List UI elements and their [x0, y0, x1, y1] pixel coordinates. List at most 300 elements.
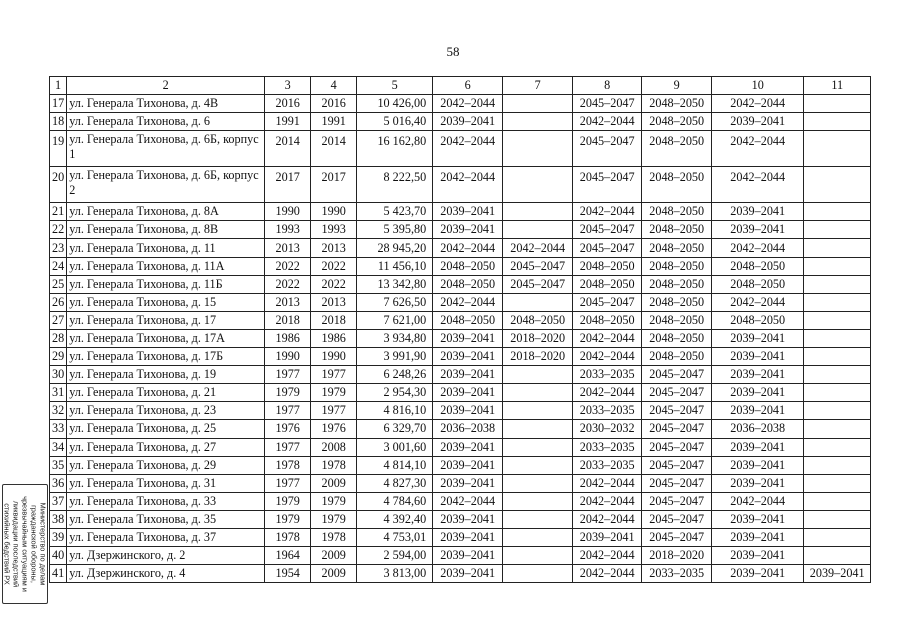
data-cell: 1978: [311, 456, 357, 474]
page-number: 58: [446, 44, 460, 59]
column-header-2: 2: [67, 77, 265, 95]
row-number-cell: 36: [50, 474, 67, 492]
table-row: [50, 131, 871, 167]
row-number-cell: 31: [50, 384, 67, 402]
column-header-10: 10: [712, 77, 804, 95]
data-cell: 2048–2050: [642, 131, 712, 167]
data-cell: 2048–2050: [573, 275, 642, 293]
data-cell: 2039–2041: [433, 528, 503, 546]
data-cell: [503, 510, 573, 528]
data-cell: 1993: [311, 221, 357, 239]
data-cell: 2018–2020: [503, 348, 573, 366]
data-cell: 2042–2044: [433, 95, 503, 113]
table-row: [50, 420, 871, 438]
data-cell: 2033–2035: [573, 456, 642, 474]
data-cell: [804, 438, 871, 456]
data-cell: 13 342,80: [357, 275, 433, 293]
data-cell: [804, 311, 871, 329]
data-cell: 2039–2041: [712, 366, 804, 384]
data-cell: 2039–2041: [433, 547, 503, 565]
address-cell: ул. Генерала Тихонова, д. 21: [67, 384, 265, 402]
data-cell: 2022: [311, 257, 357, 275]
data-cell: 2039–2041: [712, 510, 804, 528]
address-cell: ул. Генерала Тихонова, д. 19: [67, 366, 265, 384]
data-cell: 1986: [265, 329, 311, 347]
data-cell: [804, 239, 871, 257]
data-cell: 2039–2041: [712, 348, 804, 366]
table-row: [50, 510, 871, 528]
table-row: [50, 203, 871, 221]
data-cell: 2042–2044: [433, 239, 503, 257]
data-cell: 1976: [265, 420, 311, 438]
data-cell: 2048–2050: [642, 95, 712, 113]
row-number-cell: 28: [50, 329, 67, 347]
data-cell: 2042–2044: [573, 348, 642, 366]
data-cell: 2036–2038: [433, 420, 503, 438]
data-cell: 11 456,10: [357, 257, 433, 275]
data-cell: 1979: [265, 492, 311, 510]
data-cell: [804, 492, 871, 510]
data-cell: 2039–2041: [433, 113, 503, 131]
data-cell: [503, 95, 573, 113]
address-cell: ул. Генерала Тихонова, д. 31: [67, 474, 265, 492]
data-cell: [503, 528, 573, 546]
address-cell: ул. Генерала Тихонова, д. 17: [67, 311, 265, 329]
stamp-text: Министерство по делам гражданской обороны, чрезвычайным ситуациям и ликвидации последствий стихийных бедствий РХ: [2, 496, 48, 592]
header-row: [50, 77, 871, 95]
column-header-3: 3: [265, 77, 311, 95]
table-row: [50, 438, 871, 456]
data-cell: 2048–2050: [642, 113, 712, 131]
data-cell: [503, 203, 573, 221]
table-row: [50, 275, 871, 293]
data-cell: 1993: [265, 221, 311, 239]
data-cell: 2042–2044: [573, 510, 642, 528]
data-cell: 2039–2041: [712, 402, 804, 420]
data-cell: 2045–2047: [642, 438, 712, 456]
data-cell: 2016: [311, 95, 357, 113]
data-cell: [804, 456, 871, 474]
data-cell: [503, 221, 573, 239]
data-cell: 2045–2047: [573, 221, 642, 239]
data-cell: 2013: [265, 239, 311, 257]
data-cell: 2022: [265, 275, 311, 293]
data-cell: 28 945,20: [357, 239, 433, 257]
data-cell: 2042–2044: [712, 293, 804, 311]
data-cell: [804, 547, 871, 565]
data-cell: 2018: [311, 311, 357, 329]
data-cell: [503, 492, 573, 510]
data-cell: [804, 366, 871, 384]
data-cell: 1979: [311, 510, 357, 528]
data-cell: 2022: [311, 275, 357, 293]
data-cell: 2039–2041: [433, 438, 503, 456]
data-cell: 2039–2041: [712, 113, 804, 131]
data-cell: 2048–2050: [642, 239, 712, 257]
table-row: [50, 528, 871, 546]
data-cell: 2039–2041: [804, 565, 871, 583]
address-cell: ул. Генерала Тихонова, д. 27: [67, 438, 265, 456]
data-cell: [503, 565, 573, 583]
data-cell: 2045–2047: [642, 402, 712, 420]
table-row: [50, 456, 871, 474]
data-cell: 1991: [265, 113, 311, 131]
address-cell: ул. Генерала Тихонова, д. 37: [67, 528, 265, 546]
data-cell: 2039–2041: [712, 329, 804, 347]
column-header-1: 1: [50, 77, 67, 95]
data-cell: [804, 95, 871, 113]
data-cell: 2018–2020: [642, 547, 712, 565]
data-cell: 2042–2044: [503, 239, 573, 257]
data-cell: 2048–2050: [712, 257, 804, 275]
data-cell: [503, 131, 573, 167]
row-number-cell: 40: [50, 547, 67, 565]
table-row: [50, 113, 871, 131]
data-cell: 2014: [265, 131, 311, 167]
data-cell: 2016: [265, 95, 311, 113]
data-cell: 2042–2044: [573, 474, 642, 492]
data-cell: 6 329,70: [357, 420, 433, 438]
address-cell: ул. Генерала Тихонова, д. 4В: [67, 95, 265, 113]
address-cell: ул. Генерала Тихонова, д. 23: [67, 402, 265, 420]
row-number-cell: 21: [50, 203, 67, 221]
data-cell: 2042–2044: [712, 167, 804, 203]
column-header-8: 8: [573, 77, 642, 95]
data-cell: 2045–2047: [573, 239, 642, 257]
data-cell: 2042–2044: [433, 131, 503, 167]
data-cell: 2013: [311, 239, 357, 257]
table-row: [50, 311, 871, 329]
data-cell: 2048–2050: [642, 311, 712, 329]
table-row: [50, 366, 871, 384]
data-cell: [804, 528, 871, 546]
table-row: [50, 384, 871, 402]
data-cell: 2045–2047: [642, 420, 712, 438]
data-cell: 2042–2044: [712, 95, 804, 113]
data-cell: 1977: [265, 402, 311, 420]
data-cell: 2039–2041: [712, 203, 804, 221]
data-cell: 5 016,40: [357, 113, 433, 131]
data-cell: 2014: [311, 131, 357, 167]
data-cell: [503, 384, 573, 402]
row-number-cell: 17: [50, 95, 67, 113]
data-cell: 2033–2035: [573, 438, 642, 456]
data-cell: 2045–2047: [573, 131, 642, 167]
data-cell: 2048–2050: [642, 275, 712, 293]
data-cell: 2 594,00: [357, 547, 433, 565]
data-cell: 5 423,70: [357, 203, 433, 221]
row-number-cell: 22: [50, 221, 67, 239]
data-cell: 6 248,26: [357, 366, 433, 384]
data-cell: [804, 420, 871, 438]
address-cell: ул. Генерала Тихонова, д. 33: [67, 492, 265, 510]
column-header-7: 7: [503, 77, 573, 95]
data-cell: 2045–2047: [642, 474, 712, 492]
address-cell: ул. Генерала Тихонова, д. 11А: [67, 257, 265, 275]
data-cell: 2039–2041: [712, 384, 804, 402]
data-cell: 2042–2044: [573, 492, 642, 510]
table-row: [50, 492, 871, 510]
data-cell: 2042–2044: [712, 131, 804, 167]
data-cell: 2039–2041: [712, 221, 804, 239]
row-number-cell: 24: [50, 257, 67, 275]
data-cell: 2045–2047: [642, 366, 712, 384]
data-cell: 2033–2035: [642, 565, 712, 583]
data-cell: 2039–2041: [712, 528, 804, 546]
row-number-cell: 23: [50, 239, 67, 257]
row-number-cell: 27: [50, 311, 67, 329]
data-cell: [804, 167, 871, 203]
data-cell: 4 827,30: [357, 474, 433, 492]
data-cell: 2045–2047: [642, 492, 712, 510]
data-cell: [503, 293, 573, 311]
data-cell: [804, 113, 871, 131]
data-cell: 2039–2041: [433, 510, 503, 528]
data-cell: 2042–2044: [573, 384, 642, 402]
data-cell: 2008: [311, 438, 357, 456]
data-cell: 2048–2050: [712, 275, 804, 293]
data-cell: [503, 366, 573, 384]
data-cell: 2048–2050: [433, 311, 503, 329]
table-header: [50, 77, 871, 95]
data-cell: 2009: [311, 474, 357, 492]
data-cell: [503, 438, 573, 456]
data-cell: 2045–2047: [573, 293, 642, 311]
data-cell: 2039–2041: [433, 366, 503, 384]
data-cell: 2039–2041: [433, 329, 503, 347]
data-cell: 7 626,50: [357, 293, 433, 311]
data-cell: 2042–2044: [573, 565, 642, 583]
data-cell: 2039–2041: [433, 474, 503, 492]
data-cell: 2042–2044: [573, 113, 642, 131]
column-header-5: 5: [357, 77, 433, 95]
column-header-11: 11: [804, 77, 871, 95]
address-cell: ул. Генерала Тихонова, д. 8А: [67, 203, 265, 221]
data-cell: 7 621,00: [357, 311, 433, 329]
data-cell: 1991: [311, 113, 357, 131]
column-header-4: 4: [311, 77, 357, 95]
column-header-6: 6: [433, 77, 503, 95]
address-cell: ул. Генерала Тихонова, д. 6Б, корпус 2: [67, 167, 265, 203]
address-cell: ул. Генерала Тихонова, д. 11Б: [67, 275, 265, 293]
row-number-cell: 26: [50, 293, 67, 311]
data-cell: 2048–2050: [642, 293, 712, 311]
data-cell: 2045–2047: [642, 528, 712, 546]
address-cell: ул. Генерала Тихонова, д. 29: [67, 456, 265, 474]
data-cell: 1979: [311, 384, 357, 402]
data-cell: [804, 293, 871, 311]
data-cell: 1977: [265, 474, 311, 492]
data-cell: 2039–2041: [712, 547, 804, 565]
data-cell: 3 991,90: [357, 348, 433, 366]
data-cell: 2009: [311, 565, 357, 583]
data-cell: [503, 167, 573, 203]
table-row: [50, 257, 871, 275]
row-number-cell: 20: [50, 167, 67, 203]
data-cell: 2048–2050: [642, 329, 712, 347]
data-cell: 2039–2041: [433, 221, 503, 239]
data-cell: 2048–2050: [433, 275, 503, 293]
data-cell: 2036–2038: [712, 420, 804, 438]
data-cell: 2048–2050: [503, 311, 573, 329]
data-cell: 2048–2050: [642, 221, 712, 239]
data-cell: [804, 510, 871, 528]
data-cell: 2017: [311, 167, 357, 203]
data-cell: 1979: [265, 384, 311, 402]
data-cell: 2013: [311, 293, 357, 311]
data-cell: 4 753,01: [357, 528, 433, 546]
data-cell: 1977: [311, 402, 357, 420]
data-cell: [804, 221, 871, 239]
data-cell: [804, 329, 871, 347]
data-cell: 1978: [265, 528, 311, 546]
row-number-cell: 32: [50, 402, 67, 420]
data-cell: 2042–2044: [712, 492, 804, 510]
data-cell: 2042–2044: [433, 492, 503, 510]
data-cell: [804, 402, 871, 420]
address-cell: ул. Генерала Тихонова, д. 15: [67, 293, 265, 311]
data-cell: 2048–2050: [642, 167, 712, 203]
data-cell: 3 813,00: [357, 565, 433, 583]
data-cell: 2048–2050: [573, 257, 642, 275]
data-cell: 2039–2041: [433, 384, 503, 402]
address-cell: ул. Генерала Тихонова, д. 17Б: [67, 348, 265, 366]
row-number-cell: 41: [50, 565, 67, 583]
row-number-cell: 29: [50, 348, 67, 366]
address-cell: ул. Генерала Тихонова, д. 17А: [67, 329, 265, 347]
table-body: [50, 95, 871, 583]
data-cell: 2042–2044: [573, 329, 642, 347]
data-cell: 2045–2047: [642, 510, 712, 528]
data-cell: 4 816,10: [357, 402, 433, 420]
data-cell: 1964: [265, 547, 311, 565]
row-number-cell: 18: [50, 113, 67, 131]
data-cell: 2045–2047: [573, 167, 642, 203]
data-cell: [503, 456, 573, 474]
data-cell: 1954: [265, 565, 311, 583]
table-row: [50, 547, 871, 565]
data-cell: 4 784,60: [357, 492, 433, 510]
data-cell: 2042–2044: [712, 239, 804, 257]
data-cell: 2039–2041: [712, 474, 804, 492]
table-row: [50, 348, 871, 366]
data-cell: 4 392,40: [357, 510, 433, 528]
data-cell: 2048–2050: [712, 311, 804, 329]
data-cell: 2039–2041: [433, 402, 503, 420]
row-number-cell: 34: [50, 438, 67, 456]
row-number-cell: 30: [50, 366, 67, 384]
data-cell: 2013: [265, 293, 311, 311]
data-cell: [503, 547, 573, 565]
data-cell: [503, 402, 573, 420]
data-cell: 2039–2041: [712, 456, 804, 474]
row-number-cell: 35: [50, 456, 67, 474]
data-cell: 1990: [265, 348, 311, 366]
address-cell: ул. Генерала Тихонова, д. 11: [67, 239, 265, 257]
row-number-cell: 19: [50, 131, 67, 167]
data-cell: [804, 131, 871, 167]
data-cell: [503, 113, 573, 131]
table-row: [50, 95, 871, 113]
table-row: [50, 167, 871, 203]
data-cell: 2048–2050: [573, 311, 642, 329]
table-row: [50, 329, 871, 347]
data-cell: 2039–2041: [433, 456, 503, 474]
data-cell: 2033–2035: [573, 402, 642, 420]
data-cell: 1990: [311, 203, 357, 221]
data-cell: [503, 420, 573, 438]
data-cell: 2033–2035: [573, 366, 642, 384]
data-cell: 2048–2050: [642, 203, 712, 221]
data-cell: 5 395,80: [357, 221, 433, 239]
data-cell: 1977: [265, 438, 311, 456]
data-cell: 1979: [265, 510, 311, 528]
data-cell: 2039–2041: [712, 438, 804, 456]
data-cell: 2042–2044: [433, 167, 503, 203]
data-cell: 2022: [265, 257, 311, 275]
column-header-9: 9: [642, 77, 712, 95]
row-number-cell: 39: [50, 528, 67, 546]
data-cell: 2039–2041: [433, 348, 503, 366]
data-cell: 2048–2050: [642, 348, 712, 366]
data-cell: 2045–2047: [503, 275, 573, 293]
data-cell: 2045–2047: [503, 257, 573, 275]
row-number-cell: 37: [50, 492, 67, 510]
data-cell: [804, 257, 871, 275]
data-cell: 1979: [311, 492, 357, 510]
data-cell: 2039–2041: [433, 565, 503, 583]
data-cell: [804, 348, 871, 366]
data-cell: 2045–2047: [642, 456, 712, 474]
data-cell: 8 222,50: [357, 167, 433, 203]
table-row: [50, 402, 871, 420]
address-cell: ул. Генерала Тихонова, д. 35: [67, 510, 265, 528]
address-cell: ул. Генерала Тихонова, д. 8В: [67, 221, 265, 239]
data-cell: 2 954,30: [357, 384, 433, 402]
data-cell: 2042–2044: [573, 547, 642, 565]
data-cell: [804, 203, 871, 221]
data-cell: 16 162,80: [357, 131, 433, 167]
data-cell: 2009: [311, 547, 357, 565]
data-cell: [503, 474, 573, 492]
data-cell: 1990: [311, 348, 357, 366]
table-row: [50, 239, 871, 257]
housing-schedule-table: [49, 76, 871, 583]
data-cell: [804, 275, 871, 293]
data-cell: 3 934,80: [357, 329, 433, 347]
data-cell: 1990: [265, 203, 311, 221]
data-cell: 2017: [265, 167, 311, 203]
data-cell: 2045–2047: [642, 384, 712, 402]
table-row: [50, 474, 871, 492]
data-cell: 3 001,60: [357, 438, 433, 456]
data-cell: 1977: [265, 366, 311, 384]
address-cell: ул. Генерала Тихонова, д. 6Б, корпус 1: [67, 131, 265, 167]
address-cell: ул. Генерала Тихонова, д. 25: [67, 420, 265, 438]
data-cell: 1978: [265, 456, 311, 474]
data-cell: 4 814,10: [357, 456, 433, 474]
data-cell: 2048–2050: [433, 257, 503, 275]
data-cell: 2048–2050: [642, 257, 712, 275]
registration-stamp: [2, 484, 48, 604]
data-cell: 2042–2044: [573, 203, 642, 221]
data-cell: 2039–2041: [712, 565, 804, 583]
data-cell: [804, 474, 871, 492]
data-cell: 1978: [311, 528, 357, 546]
address-cell: ул. Генерала Тихонова, д. 6: [67, 113, 265, 131]
address-cell: ул. Дзержинского, д. 4: [67, 565, 265, 583]
data-cell: 2042–2044: [433, 293, 503, 311]
